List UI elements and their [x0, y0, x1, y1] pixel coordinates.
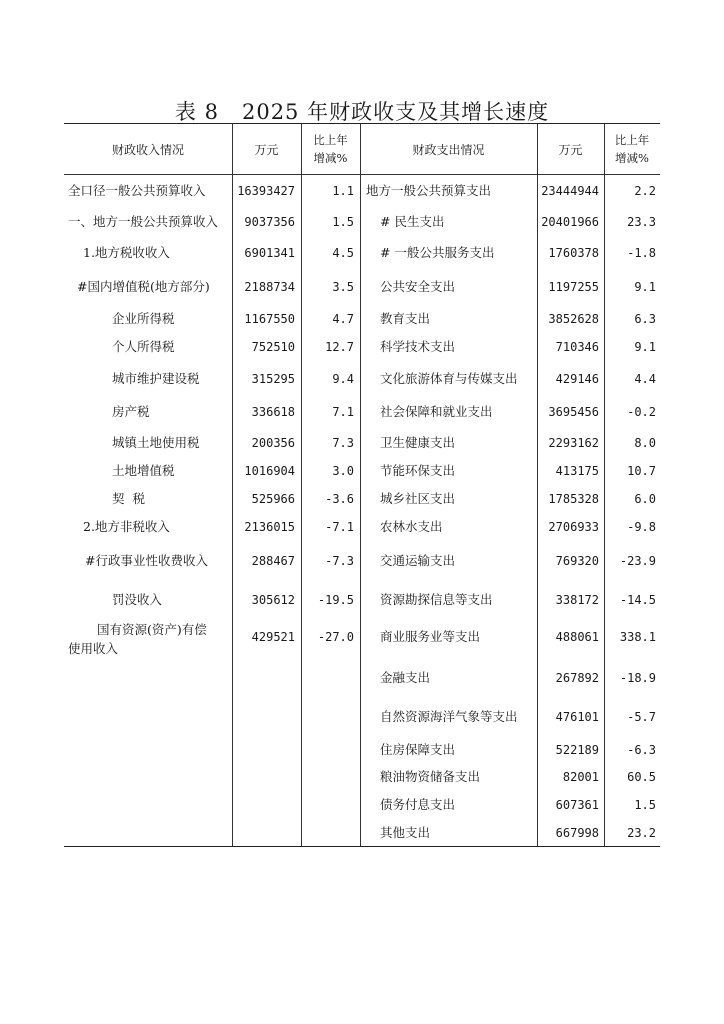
expenditure-label: 农林水支出	[380, 519, 443, 534]
expenditure-value: 667998	[555, 826, 599, 840]
expenditure-value: 488061	[555, 630, 599, 644]
revenue-label: #国内增值税(地方部分)	[77, 279, 210, 294]
revenue-growth: -27.0	[317, 630, 354, 644]
revenue-growth: 7.1	[332, 405, 354, 419]
expenditure-label: 教育支出	[380, 311, 431, 326]
expenditure-value: 3852628	[548, 312, 599, 326]
column-divider	[232, 124, 233, 846]
revenue-growth: 9.4	[332, 372, 354, 386]
revenue-label-line1: 国有资源(资产)有偿	[97, 622, 207, 637]
expenditure-value: 2706933	[548, 520, 599, 534]
expenditure-growth: 8.0	[634, 436, 656, 450]
revenue-growth: 4.7	[332, 312, 354, 326]
expenditure-label: 节能环保支出	[380, 463, 456, 478]
expenditure-value: 429146	[555, 372, 599, 386]
revenue-value: 305612	[251, 593, 295, 607]
expenditure-value: 710346	[555, 340, 599, 354]
column-divider	[537, 124, 538, 846]
expenditure-label: 资源勘探信息等支出	[380, 592, 493, 607]
revenue-value: 2188734	[244, 280, 295, 294]
revenue-value: 2136015	[244, 520, 295, 534]
column-divider	[604, 124, 605, 846]
expenditure-label: 债务付息支出	[380, 797, 456, 812]
expenditure-growth: -6.3	[627, 743, 656, 757]
revenue-value: 200356	[251, 436, 295, 450]
expenditure-label: 粮油物资储备支出	[380, 769, 481, 784]
expenditure-growth: 9.1	[634, 280, 656, 294]
expenditure-value: 476101	[555, 710, 599, 724]
revenue-value: 752510	[251, 340, 295, 354]
expenditure-label: 地方一般公共预算支出	[366, 183, 492, 198]
expenditure-value: 1197255	[548, 280, 599, 294]
revenue-label: 一、地方一般公共预算收入	[68, 214, 219, 229]
expenditure-growth: 9.1	[634, 340, 656, 354]
expenditure-growth: 1.5	[634, 798, 656, 812]
revenue-value: 315295	[251, 372, 295, 386]
expenditure-label: 其他支出	[380, 825, 431, 840]
expenditure-label: 科学技术支出	[380, 339, 456, 354]
header-expenditure-growth-line2: 增减%	[615, 151, 649, 165]
revenue-growth: -7.1	[325, 520, 354, 534]
column-divider	[360, 124, 361, 846]
expenditure-growth: -23.9	[619, 554, 656, 568]
revenue-label-line2: 使用收入	[68, 641, 119, 656]
expenditure-growth: -5.7	[627, 710, 656, 724]
expenditure-value: 413175	[555, 464, 599, 478]
expenditure-value: 1760378	[548, 246, 599, 260]
expenditure-label: 商业服务业等支出	[380, 629, 481, 644]
expenditure-growth: 338.1	[619, 630, 656, 644]
expenditure-value: 2293162	[548, 436, 599, 450]
expenditure-label: 交通运输支出	[380, 553, 456, 568]
revenue-label: 个人所得税	[112, 339, 175, 354]
expenditure-value: 769320	[555, 554, 599, 568]
header-expenditure-name: 财政支出情况	[412, 143, 485, 157]
revenue-growth: 1.5	[332, 215, 354, 229]
expenditure-value: 607361	[555, 798, 599, 812]
expenditure-growth: -18.9	[619, 671, 656, 685]
expenditure-label: 住房保障支出	[380, 742, 456, 757]
expenditure-value: 20401966	[541, 215, 599, 229]
expenditure-label: 城乡社区支出	[380, 491, 456, 506]
revenue-value: 429521	[251, 630, 295, 644]
revenue-label: 城市维护建设税	[112, 371, 200, 386]
expenditure-label: 金融支出	[380, 670, 431, 685]
expenditure-growth: 23.2	[627, 826, 656, 840]
revenue-growth: 12.7	[325, 340, 354, 354]
revenue-growth: -7.3	[325, 554, 354, 568]
header-revenue-name: 财政收入情况	[111, 143, 184, 157]
revenue-label: 土地增值税	[112, 463, 175, 478]
revenue-value: 16393427	[237, 184, 295, 198]
revenue-label: 全口径一般公共预算收入	[68, 183, 206, 198]
revenue-label: 城镇土地使用税	[112, 435, 200, 450]
expenditure-label: # 一般公共服务支出	[380, 245, 495, 260]
header-expenditure-amount: 万元	[558, 143, 583, 157]
revenue-value: 336618	[251, 405, 295, 419]
revenue-growth: 4.5	[332, 246, 354, 260]
revenue-value: 1016904	[244, 464, 295, 478]
revenue-label: 2.地方非税收入	[83, 519, 170, 534]
header-rule	[64, 174, 660, 175]
expenditure-growth: -14.5	[619, 593, 656, 607]
revenue-growth: 7.3	[332, 436, 354, 450]
header-revenue-amount: 万元	[254, 143, 279, 157]
expenditure-value: 267892	[555, 671, 599, 685]
revenue-growth: -19.5	[317, 593, 354, 607]
expenditure-label: 自然资源海洋气象等支出	[380, 709, 518, 724]
expenditure-value: 522189	[555, 743, 599, 757]
expenditure-growth: 4.4	[634, 372, 656, 386]
expenditure-value: 1785328	[548, 492, 599, 506]
table-bottom-rule	[64, 846, 660, 847]
expenditure-label: # 民生支出	[380, 214, 445, 229]
expenditure-value: 23444944	[541, 184, 599, 198]
expenditure-growth: -9.8	[627, 520, 656, 534]
revenue-value: 525966	[251, 492, 295, 506]
expenditure-growth: 60.5	[627, 770, 656, 784]
expenditure-value: 338172	[555, 593, 599, 607]
expenditure-growth: 6.3	[634, 312, 656, 326]
expenditure-growth: 2.2	[634, 184, 656, 198]
revenue-label: 契 税	[112, 491, 145, 506]
revenue-value: 288467	[251, 554, 295, 568]
revenue-label: 1.地方税收收入	[83, 245, 170, 260]
expenditure-label: 公共安全支出	[380, 279, 456, 294]
header-expenditure-growth-line1: 比上年	[614, 133, 650, 147]
expenditure-value: 3695456	[548, 405, 599, 419]
header-revenue-growth-line1: 比上年	[313, 133, 348, 147]
revenue-value: 1167550	[244, 312, 295, 326]
revenue-growth: 1.1	[332, 184, 354, 198]
revenue-growth: 3.5	[332, 280, 354, 294]
table-top-rule	[64, 123, 660, 124]
revenue-value: 6901341	[244, 246, 295, 260]
expenditure-label: 卫生健康支出	[380, 435, 456, 450]
revenue-growth: -3.6	[325, 492, 354, 506]
header-revenue-growth-line2: 增减%	[313, 151, 348, 165]
revenue-label: 企业所得税	[112, 311, 175, 326]
revenue-label: 房产税	[112, 404, 150, 419]
expenditure-growth: 6.0	[634, 492, 656, 506]
expenditure-value: 82001	[562, 770, 599, 784]
table-title: 表 8 2025 年财政收支及其增长速度	[174, 100, 550, 124]
expenditure-growth: -1.8	[627, 246, 656, 260]
revenue-label: #行政事业性收费收入	[85, 553, 208, 568]
expenditure-label: 文化旅游体育与传媒支出	[380, 371, 518, 386]
revenue-value: 9037356	[244, 215, 295, 229]
revenue-growth: 3.0	[332, 464, 354, 478]
expenditure-growth: 10.7	[627, 464, 656, 478]
expenditure-growth: 23.3	[627, 215, 656, 229]
expenditure-label: 社会保障和就业支出	[380, 404, 493, 419]
revenue-label: 罚没收入	[112, 592, 163, 607]
expenditure-growth: -0.2	[627, 405, 656, 419]
column-divider	[301, 124, 302, 846]
